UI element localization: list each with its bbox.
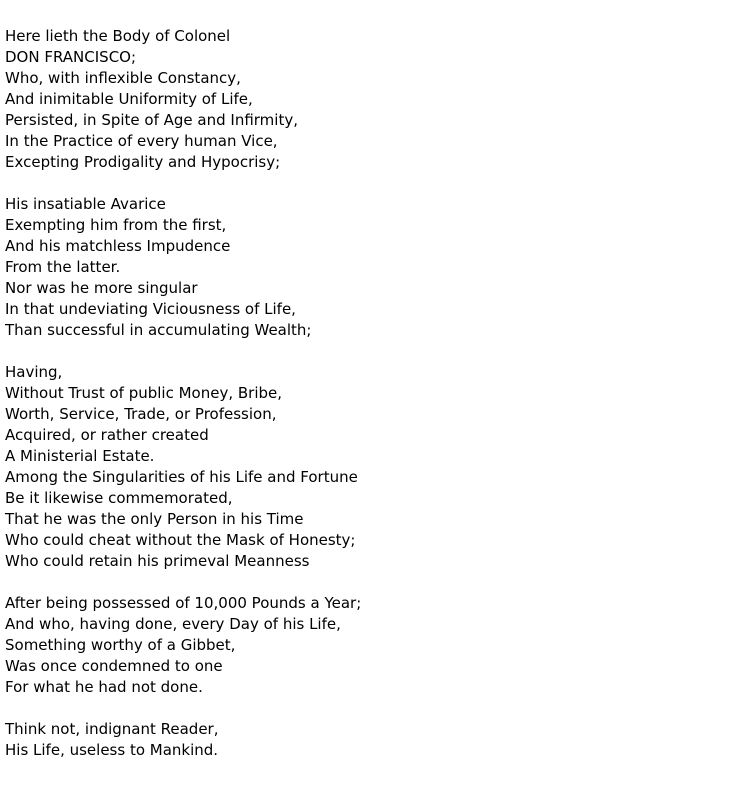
verse-line: Something worthy of a Gibbet, (5, 636, 236, 654)
verse-line: From the latter. (5, 258, 121, 276)
verse-line: Exempting him from the first, (5, 216, 227, 234)
stanza (5, 719, 361, 761)
verse-line: Nor was he more singular (5, 279, 198, 297)
verse-line: Who could retain his primeval Meanness (5, 552, 310, 570)
stanza (5, 362, 361, 572)
verse-line: His Life, useless to Mankind. (5, 741, 219, 759)
verse-line: Who, with inflexible Constancy, (5, 69, 241, 87)
verse-line: And inimitable Uniformity of Life, (5, 90, 253, 108)
stanza-break (5, 572, 361, 593)
stanza-break (5, 698, 361, 719)
stanza (5, 593, 361, 698)
verse-line: Think not, indignant Reader, (5, 720, 219, 738)
verse-line: Than successful in accumulating Wealth; (5, 321, 312, 339)
verse-line: Among the Singularities of his Life and Fortune (5, 468, 358, 486)
verse-line: In the Practice of every human Vice, (5, 132, 278, 150)
verse-line: For what he had not done. (5, 678, 203, 696)
verse-line: After being possessed of 10,000 Pounds a Year; (5, 594, 362, 612)
verse-line: Acquired, or rather created (5, 426, 209, 444)
verse-line: Having, (5, 363, 63, 381)
verse-line: DON FRANCISCO; (5, 48, 137, 66)
epitaph-text (5, 26, 361, 761)
verse-line: His insatiable Avarice (5, 195, 166, 213)
verse-line: Persisted, in Spite of Age and Infirmity, (5, 111, 298, 129)
verse-line: And his matchless Impudence (5, 237, 231, 255)
verse-line: A Ministerial Estate. (5, 447, 155, 465)
verse-line: Here lieth the Body of Colonel (5, 27, 231, 45)
verse-line: Excepting Prodigality and Hypocrisy; (5, 153, 281, 171)
stanza-break (5, 173, 361, 194)
stanza (5, 194, 361, 341)
stanza (5, 26, 361, 173)
verse-line: Without Trust of public Money, Bribe, (5, 384, 283, 402)
verse-line: Was once condemned to one (5, 657, 223, 675)
verse-line: Be it likewise commemorated, (5, 489, 233, 507)
verse-line: And who, having done, every Day of his Life, (5, 615, 341, 633)
verse-line: Who could cheat without the Mask of Honesty; (5, 531, 356, 549)
verse-line: That he was the only Person in his Time (5, 510, 304, 528)
stanza-break (5, 341, 361, 362)
verse-line: In that undeviating Viciousness of Life, (5, 300, 296, 318)
verse-line: Worth, Service, Trade, or Profession, (5, 405, 277, 423)
